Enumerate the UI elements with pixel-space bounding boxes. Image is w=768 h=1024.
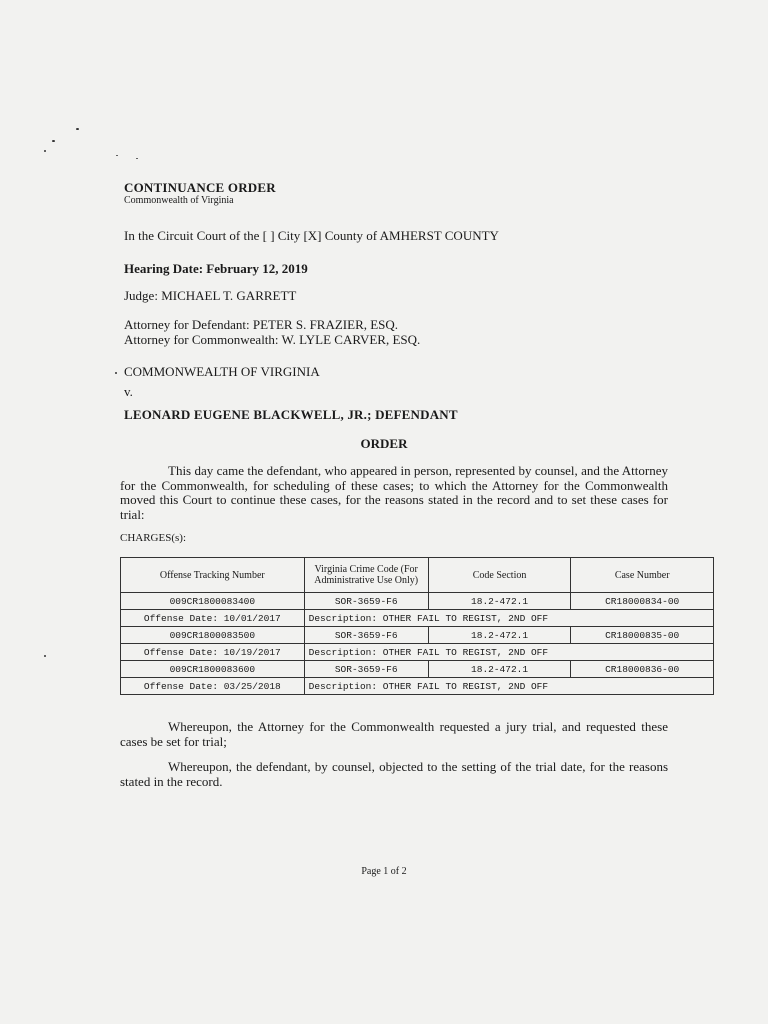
scan-speck bbox=[52, 140, 55, 142]
case-number: CR18000835-00 bbox=[571, 627, 714, 644]
scan-speck bbox=[115, 372, 117, 374]
court-line: In the Circuit Court of the [ ] City [X] County of AMHERST COUNTY bbox=[124, 228, 499, 243]
order-paragraph-1-text: This day came the defendant, who appeared in person, represented by counsel, and the Attorney for the Commonwealth, for scheduling of these cases; to which the Attorney for the Commonwealth moved this Court to continue these cases, for the reasons stated in the record and to set these cases for trial: bbox=[120, 463, 668, 522]
order-paragraph-2-text: Whereupon, the Attorney for the Commonwealth requested a jury trial, and requested these cases be set for trial; bbox=[120, 719, 668, 749]
table-row bbox=[121, 610, 714, 627]
header-code-section: Code Section bbox=[428, 558, 571, 593]
table-row bbox=[121, 661, 714, 678]
order-paragraph-2 bbox=[120, 720, 668, 749]
plaintiff-name: COMMONWEALTH OF VIRGINIA bbox=[124, 364, 320, 379]
offense-date: Offense Date: 10/19/2017 bbox=[121, 644, 305, 661]
page-number: Page 1 of 2 bbox=[361, 866, 407, 877]
tracking-number: 009CR1800083400 bbox=[121, 593, 305, 610]
offense-date: Offense Date: 10/01/2017 bbox=[121, 610, 305, 627]
order-paragraph-3 bbox=[120, 760, 668, 789]
header-tracking: Offense Tracking Number bbox=[121, 558, 305, 593]
attorney-commonwealth: Attorney for Commonwealth: W. LYLE CARVER, ESQ. bbox=[124, 332, 421, 347]
case-number: CR18000834-00 bbox=[571, 593, 714, 610]
order-heading: ORDER bbox=[360, 436, 408, 451]
crime-code: SOR-3659-F6 bbox=[304, 627, 428, 644]
table-row bbox=[121, 627, 714, 644]
tracking-number: 009CR1800083600 bbox=[121, 661, 305, 678]
crime-code: SOR-3659-F6 bbox=[304, 661, 428, 678]
document-title: CONTINUANCE ORDER bbox=[124, 180, 276, 195]
offense-description: Description: OTHER FAIL TO REGIST, 2ND OFF bbox=[304, 678, 713, 695]
case-number: CR18000836-00 bbox=[571, 661, 714, 678]
order-paragraph-1 bbox=[120, 464, 668, 522]
scan-speck bbox=[44, 655, 46, 657]
order-paragraph-3-text: Whereupon, the defendant, by counsel, objected to the setting of the trial date, for the reasons stated in the record. bbox=[120, 759, 668, 789]
defendant-name: LEONARD EUGENE BLACKWELL, JR.; DEFENDANT bbox=[124, 407, 458, 422]
judge-line: Judge: MICHAEL T. GARRETT bbox=[124, 288, 297, 303]
attorney-defendant: Attorney for Defendant: PETER S. FRAZIER, ESQ. bbox=[124, 317, 399, 332]
tracking-number: 009CR1800083500 bbox=[121, 627, 305, 644]
scan-speck bbox=[76, 128, 79, 130]
scan-speck bbox=[44, 150, 46, 152]
header-crime-code: Virginia Crime Code (For Administrative Use Only) bbox=[304, 558, 428, 593]
charges-label: CHARGES(s): bbox=[120, 532, 187, 544]
table-row bbox=[121, 678, 714, 695]
code-section: 18.2-472.1 bbox=[428, 661, 571, 678]
offense-date: Offense Date: 03/25/2018 bbox=[121, 678, 305, 695]
hearing-date: Hearing Date: February 12, 2019 bbox=[124, 261, 308, 276]
document-subtitle: Commonwealth of Virginia bbox=[124, 195, 234, 206]
scan-speck bbox=[136, 158, 138, 159]
charges-table-header bbox=[121, 558, 714, 593]
code-section: 18.2-472.1 bbox=[428, 627, 571, 644]
header-case-number: Case Number bbox=[571, 558, 714, 593]
offense-description: Description: OTHER FAIL TO REGIST, 2ND OFF bbox=[304, 610, 713, 627]
table-row bbox=[121, 593, 714, 610]
charges-table bbox=[120, 557, 714, 695]
crime-code: SOR-3659-F6 bbox=[304, 593, 428, 610]
scan-speck bbox=[116, 155, 118, 156]
offense-description: Description: OTHER FAIL TO REGIST, 2ND OFF bbox=[304, 644, 713, 661]
code-section: 18.2-472.1 bbox=[428, 593, 571, 610]
versus-label: v. bbox=[124, 384, 133, 399]
table-row bbox=[121, 644, 714, 661]
